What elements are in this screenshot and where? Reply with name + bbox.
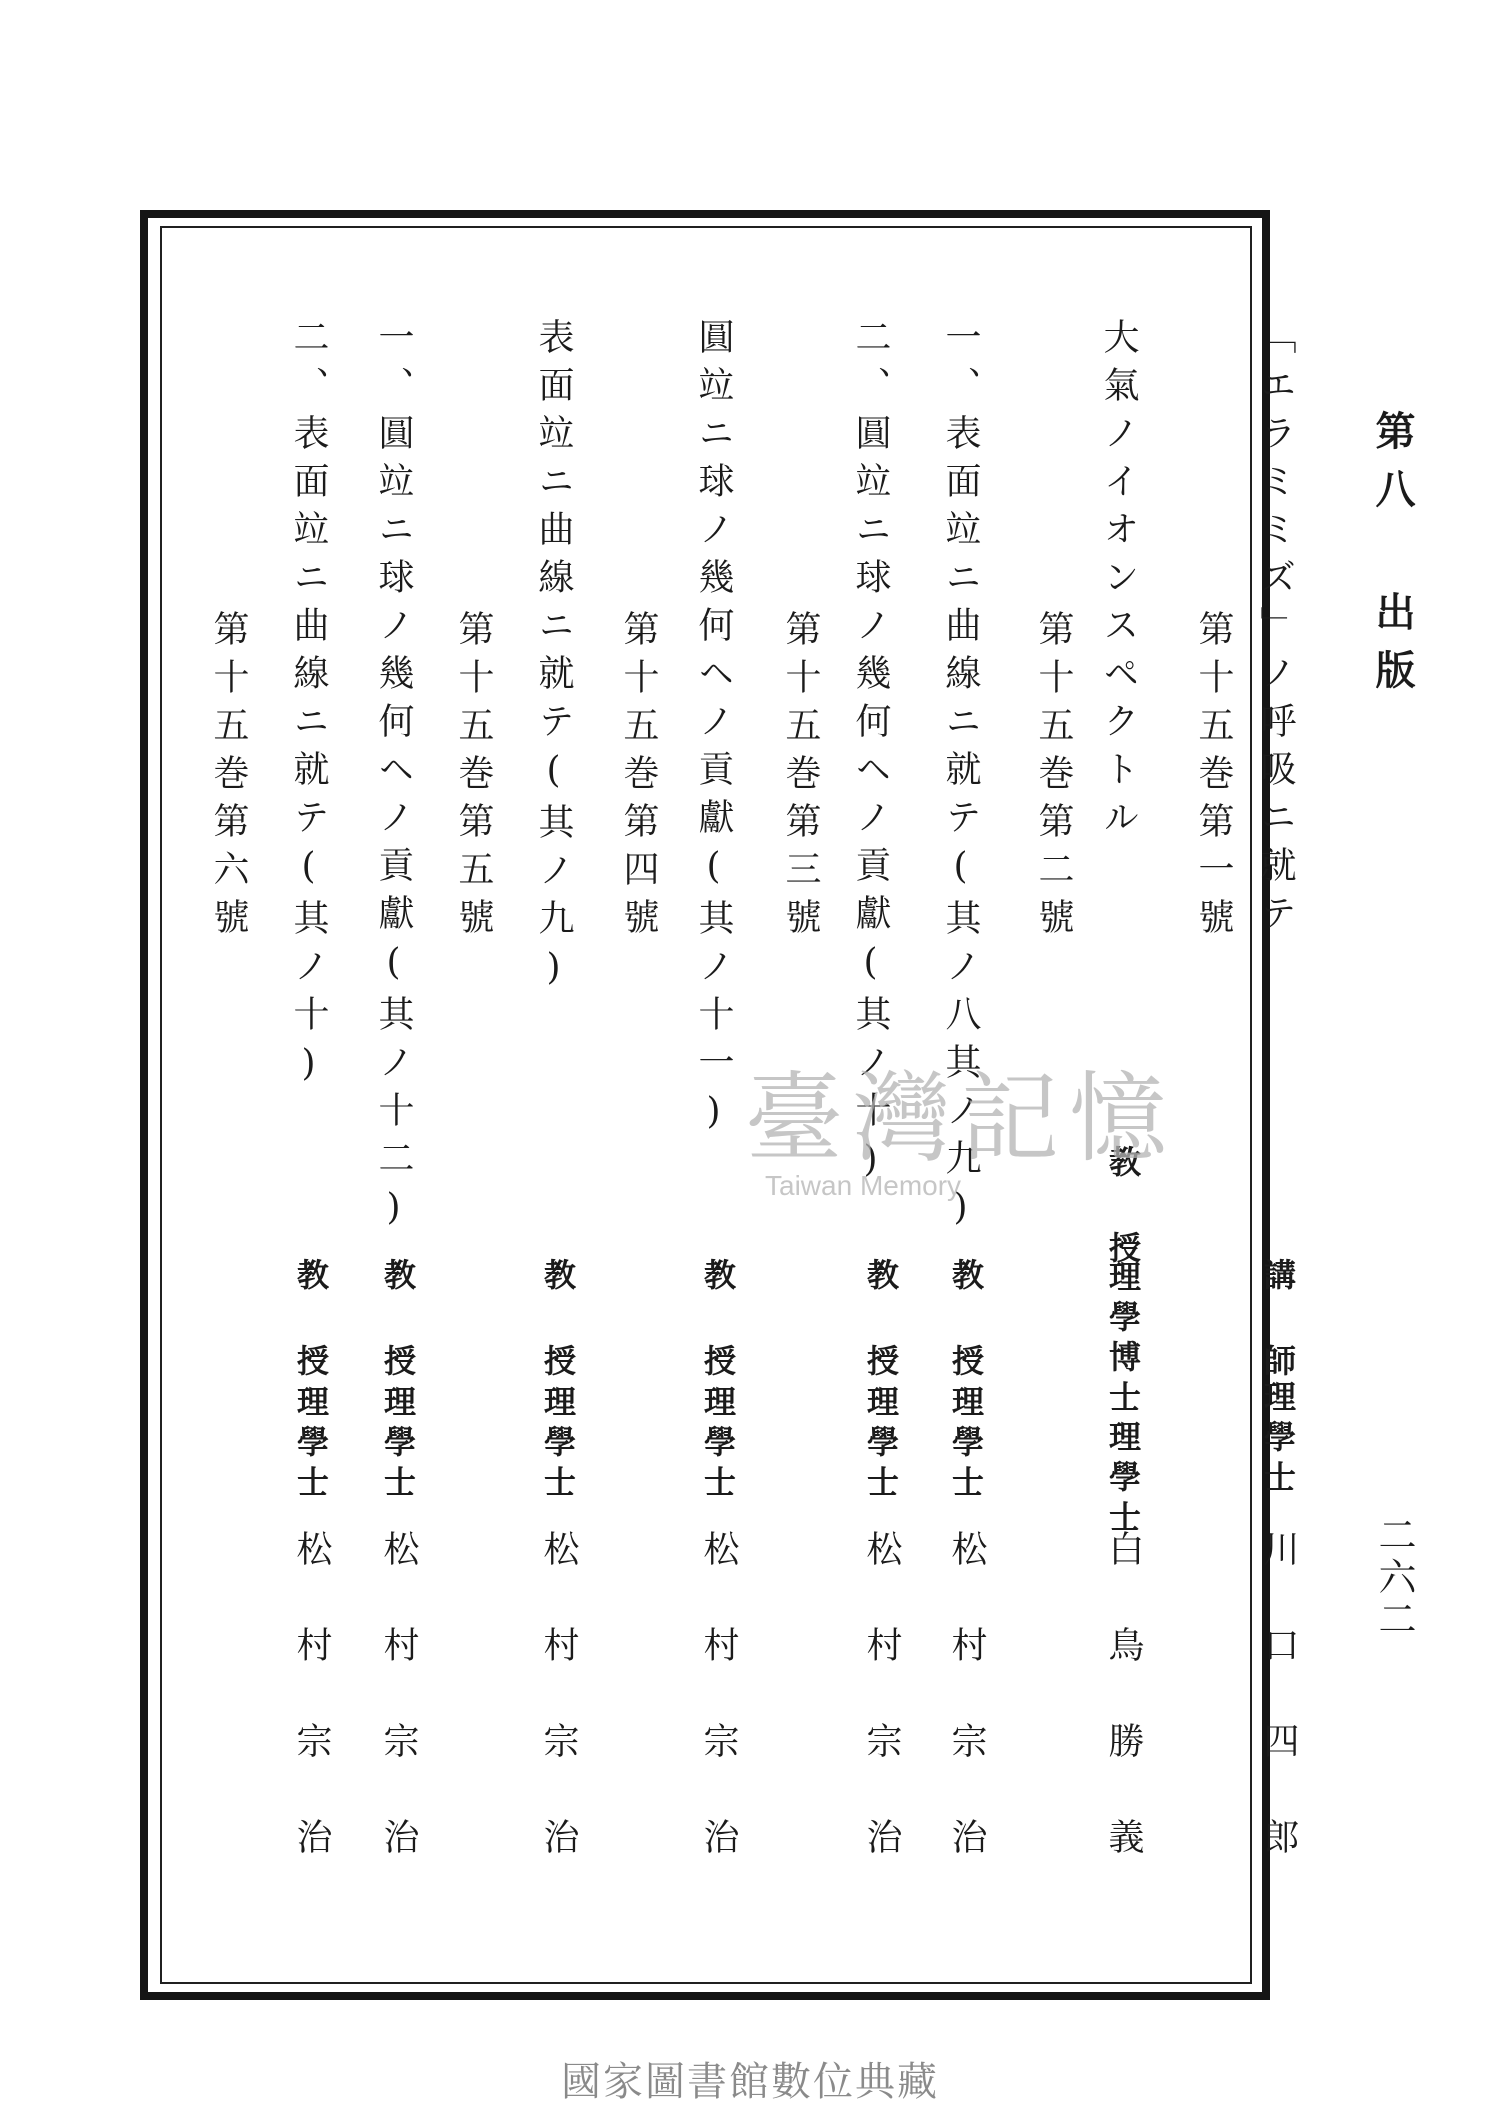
entry-2-rank: 教 授: [1104, 1145, 1142, 1271]
entry-6-rank: 教 授: [539, 1258, 577, 1384]
entry-5-title: 圓竝ニ球ノ幾何ヘノ貢獻(其ノ十一): [693, 318, 734, 1144]
taiwan-memory-watermark: [745, 1062, 1178, 1202]
watermark-cjk: 臺灣記憶: [745, 1062, 1178, 1176]
entry-3-name: 松村宗治: [946, 1530, 987, 1914]
entry-8-issue: 第十五巻第六號: [208, 610, 249, 946]
entry-4-title: 二、圓竝ニ球ノ幾何ヘノ貢獻(其ノ十): [850, 318, 891, 1192]
entry-8-title: 二、表面竝ニ曲線ニ就テ(其ノ十): [288, 318, 329, 1096]
entry-7-rank: 教 授: [379, 1258, 417, 1384]
entry-4-issue: 第十五巻第三號: [780, 610, 821, 946]
entry-2-name: 白鳥勝義: [1103, 1530, 1144, 1914]
entry-7-title: 一、圓竝ニ球ノ幾何ヘノ貢獻(其ノ十二): [373, 318, 414, 1240]
entry-8-degree: 理學士: [292, 1385, 330, 1505]
entry-6-name: 松村宗治: [538, 1530, 579, 1914]
entry-1-degree: 理學士: [1259, 1380, 1297, 1500]
entry-1-title: 「エラミミズ」ノ呼吸ニ就テ: [1255, 318, 1296, 942]
entry-8-rank: 教 授: [292, 1258, 330, 1384]
entry-4-degree: 理學士: [862, 1385, 900, 1505]
entry-2-title: 大氣ノイオンスペクトル: [1098, 318, 1139, 846]
entry-3-degree: 理學士: [947, 1385, 985, 1505]
watermark-en: Taiwan Memory: [765, 1170, 962, 1201]
entry-6-degree: 理學士: [539, 1385, 577, 1505]
entry-8-name: 松村宗治: [291, 1530, 332, 1914]
entry-6-title: 表面竝ニ曲線ニ就テ(其ノ九): [533, 318, 574, 1000]
section-header: 第八 出版: [1369, 410, 1416, 707]
entry-5-rank: 教 授: [699, 1258, 737, 1384]
entry-7-degree: 理學士: [379, 1385, 417, 1505]
entry-3-title: 一、表面竝ニ曲線ニ就テ(其ノ八其ノ九): [940, 318, 981, 1240]
entry-4-rank: 教 授: [862, 1258, 900, 1384]
entry-1-rank: 講 師: [1259, 1258, 1297, 1384]
entry-2-issue: 第十五巻第二號: [1033, 610, 1074, 946]
entry-7-name: 松村宗治: [378, 1530, 419, 1914]
entry-1-issue: 第十五巻第一號: [1193, 610, 1234, 946]
entry-6-issue: 第十五巻第五號: [453, 610, 494, 946]
entry-2-degree: 理學博士理學士: [1104, 1260, 1142, 1540]
entry-5-name: 松村宗治: [698, 1530, 739, 1914]
entry-5-degree: 理學士: [699, 1385, 737, 1505]
page-number: 二六二: [1372, 1515, 1416, 1641]
entry-4-name: 松村宗治: [861, 1530, 902, 1914]
entry-1-name: 川口四郎: [1258, 1530, 1299, 1914]
archive-footer: 國家圖書館數位典藏: [561, 2059, 939, 2105]
entry-3-rank: 教 授: [947, 1258, 985, 1384]
entry-5-issue: 第十五巻第四號: [618, 610, 659, 946]
